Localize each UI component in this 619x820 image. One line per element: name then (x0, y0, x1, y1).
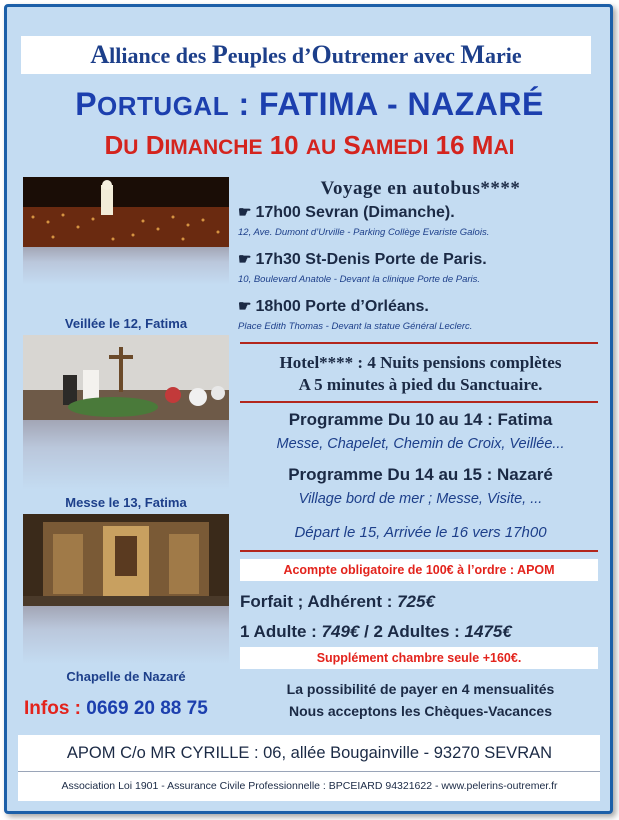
photo-chapel (23, 514, 229, 606)
divider (240, 401, 598, 403)
departure-info: Départ le 15, Arrivée le 16 vers 17h00 (294, 524, 547, 541)
program-fatima: Programme Du 10 au 14 : Fatima Messe, Chapelet, Chemin de Croix, Veillée... (276, 410, 565, 452)
caption-chapel: Chapelle de Nazaré (66, 669, 186, 684)
dates-heading: DU DIMANCHE 10 AU SAMEDI 16 MAI (104, 130, 515, 160)
destination-heading: PORTUGAL : FATIMA - NAZARÉ (75, 86, 544, 122)
caption-mass: Messe le 13, Fatima (65, 495, 187, 510)
pointing-hand-icon: ☛ (238, 204, 252, 221)
stop-3: ☛ 18h00 Porte d’Orléans. Place Edith Thomas - Devant la statue Général Leclerc. (238, 298, 473, 332)
photo-mass (23, 335, 229, 420)
photo-vigil-reflection (23, 247, 229, 285)
footer-separator (18, 771, 600, 772)
infos-label: Infos : (24, 698, 81, 719)
stop-1: ☛ 17h00 Sevran (Dimanche). 12, Ave. Dumont d’Urville - Parking Collège Evariste Galois. (238, 204, 490, 238)
payment-info: La possibilité de payer en 4 mensualités Nous acceptons les Chèques-Vacances (286, 681, 555, 719)
pointing-hand-icon: ☛ (238, 298, 252, 315)
postal-address: APOM C/o MR CYRILLE : 06, allée Bougainville - 93270 SEVRAN (66, 744, 553, 762)
deposit-notice: Acompte obligatoire de 100€ à l’ordre : APOM (240, 559, 598, 581)
stop-2: ☛ 17h30 St-Denis Porte de Paris. 10, Boulevard Anatole - Devant la clinique Porte de Paris. (238, 251, 487, 285)
photo-chapel-reflection (23, 606, 229, 664)
voyage-title: Voyage en autobus**** (320, 178, 521, 199)
org-title: Alliance des Peuples d’Outremer avec Marie (21, 36, 591, 74)
caption-vigil: Veillée le 12, Fatima (64, 316, 188, 331)
supplement-notice: Supplément chambre seule +160€. (240, 647, 598, 669)
member-price: Forfait ; Adhérent : 725€ (240, 592, 435, 611)
photo-vigil (23, 177, 229, 247)
hotel-info: Hotel**** : 4 Nuits pensions complètes A 5 minutes à pied du Sanctuaire. (279, 353, 562, 394)
infos-contact (24, 698, 208, 720)
photo-mass-reflection (23, 420, 229, 490)
program-nazare: Programme Du 14 au 15 : Nazaré Village bord de mer ; Messe, Visite, ... (288, 465, 553, 507)
infos-phone: 0669 20 88 75 (86, 698, 208, 719)
divider (240, 342, 598, 344)
divider (240, 550, 598, 552)
adult-prices: 1 Adulte : 749€ / 2 Adultes : 1475€ (240, 622, 512, 641)
legal-footer: Association Loi 1901 - Assurance Civile Professionnelle : BPCEIARD 94321622 - www.pelerins-outremer.fr (61, 780, 558, 792)
pointing-hand-icon: ☛ (238, 251, 252, 268)
